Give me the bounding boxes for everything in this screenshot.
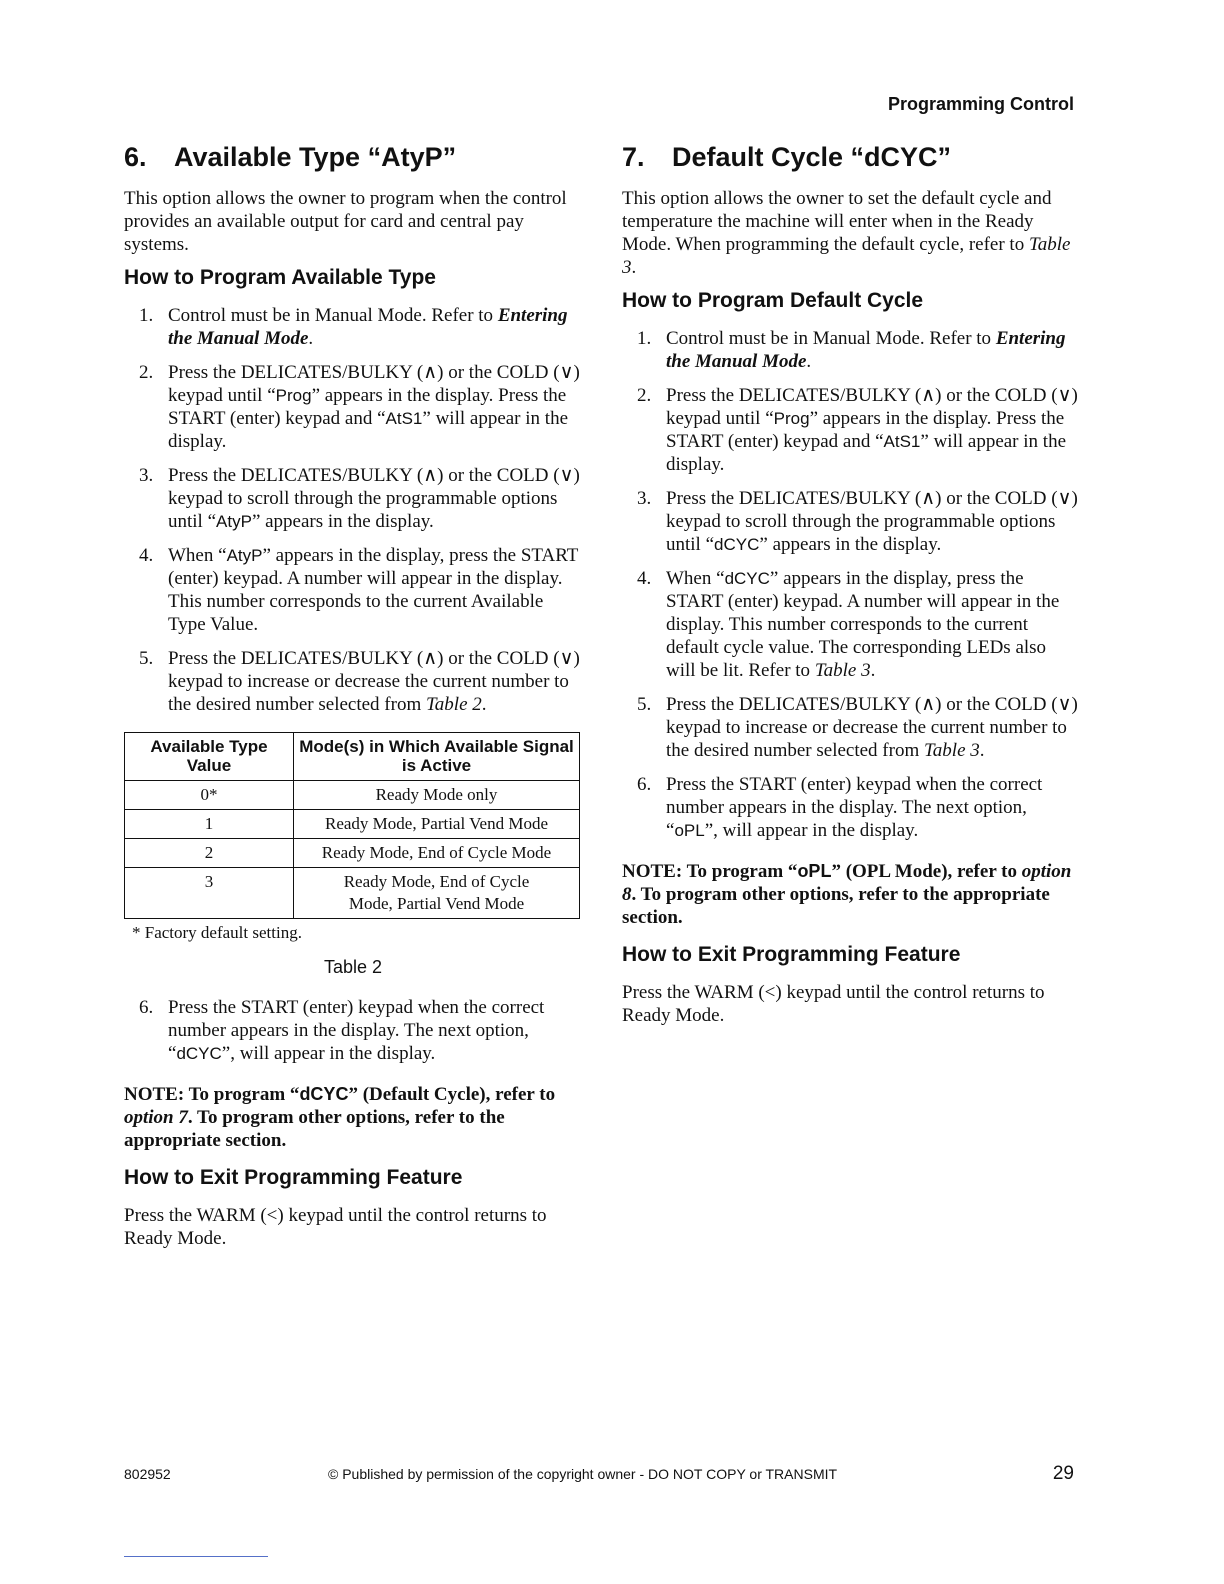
steps-list-continued xyxy=(124,996,582,1065)
footer-copyright: © Published by permission of the copyright owner - DO NOT COPY or TRANSMIT xyxy=(328,1466,838,1482)
manual-mode-reference: Entering the Manual Mode xyxy=(666,328,1066,372)
list-item: 1. Control must be in Manual Mode. Refer to Entering the Manual Mode. xyxy=(139,305,568,349)
intro-paragraph: This option allows the owner to set the default cycle and temperature the machine will enter when in the Ready Mode. When programming the default cycle, refer to Table 3. xyxy=(622,188,1071,278)
list-item: 4. When “dCYC” appears in the display, press the START (enter) keypad. A number will appear in the display. This number corresponds to the current default cycle value. The corresponding LEDs also will be lit. Refer to Table 3. xyxy=(637,568,1060,681)
section-number: 6. xyxy=(124,142,147,172)
table-cell-value: 0* xyxy=(125,781,294,810)
footer-document-number: 802952 xyxy=(124,1466,171,1482)
list-item: 3. Press the DELICATES/BULKY (∧) or the COLD (∨) keypad to scroll through the programmable options until “AtyP” appears in the display. xyxy=(139,465,580,532)
howto-heading: How to Program Default Cycle xyxy=(622,289,924,312)
table-cell-modes: Ready Mode only xyxy=(294,781,580,810)
left-column xyxy=(124,142,582,1260)
note-paragraph: NOTE: To program “oPL” (OPL Mode), refer to option 8. To program other options, refer to the appropriate section. xyxy=(622,861,1072,928)
right-column xyxy=(622,142,1078,1037)
table-reference: Table 3 xyxy=(923,740,980,761)
exit-heading: How to Exit Programming Feature xyxy=(124,1166,463,1189)
table-reference: Table 3 xyxy=(622,234,1071,278)
section-title-text: Default Cycle “dCYC” xyxy=(672,142,952,172)
list-item: 3. Press the DELICATES/BULKY (∧) or the COLD (∨) keypad to scroll through the programmable options until “dCYC” appears in the display. xyxy=(637,488,1078,555)
section-number: 7. xyxy=(622,142,645,172)
section-6-title xyxy=(124,142,582,173)
option-reference: option 8 xyxy=(622,861,1072,905)
exit-paragraph: Press the WARM (<) keypad until the control returns to Ready Mode. xyxy=(622,982,1045,1026)
exit-heading: How to Exit Programming Feature xyxy=(622,943,961,966)
steps-list xyxy=(622,327,1078,842)
section-7-title xyxy=(622,142,1078,173)
table-reference: Table 3 xyxy=(814,660,871,681)
table-cell-modes: Ready Mode, End of Cycle Mode, Partial Vend Mode xyxy=(294,868,580,919)
option-reference: option 7 xyxy=(124,1107,188,1128)
table-header-row xyxy=(125,733,580,781)
bottom-rule xyxy=(124,1556,268,1557)
table-footnote: * Factory default setting. xyxy=(132,923,302,942)
column-header-value: Available Type Value xyxy=(125,733,294,781)
steps-list xyxy=(124,304,582,716)
table-row xyxy=(125,868,580,919)
list-item: 5. Press the DELICATES/BULKY (∧) or the COLD (∨) keypad to increase or decrease the current number to the desired number selected from Table 3. xyxy=(637,694,1078,761)
table-row xyxy=(125,781,580,810)
exit-paragraph: Press the WARM (<) keypad until the control returns to Ready Mode. xyxy=(124,1205,547,1249)
list-item: 6. Press the START (enter) keypad when the correct number appears in the display. The next option, “dCYC”, will appear in the display. xyxy=(139,997,545,1064)
table-row xyxy=(125,839,580,868)
table-cell-modes: Ready Mode, End of Cycle Mode xyxy=(294,839,580,868)
running-header: Programming Control xyxy=(887,94,1074,114)
table-cell-value: 3 xyxy=(125,868,294,919)
section-title-text: Available Type “AtyP” xyxy=(174,142,457,172)
list-item: 5. Press the DELICATES/BULKY (∧) or the COLD (∨) keypad to increase or decrease the current number to the desired number selected from Table 2. xyxy=(139,648,580,715)
table-caption: Table 2 xyxy=(323,957,383,977)
list-item: 6. Press the START (enter) keypad when the correct number appears in the display. The next option, “oPL”, will appear in the display. xyxy=(637,774,1043,841)
table-row xyxy=(125,810,580,839)
manual-mode-reference: Entering the Manual Mode xyxy=(168,305,568,349)
list-item: 2. Press the DELICATES/BULKY (∧) or the COLD (∨) keypad until “Prog” appears in the display. Press the START (enter) keypad and “AtS1” will appear in the display. xyxy=(139,362,580,452)
note-paragraph: NOTE: To program “dCYC” (Default Cycle), refer to option 7. To program other options, refer to the appropriate section. xyxy=(124,1084,556,1151)
available-type-table xyxy=(124,732,580,919)
table-cell-modes: Ready Mode, Partial Vend Mode xyxy=(294,810,580,839)
list-item: 2. Press the DELICATES/BULKY (∧) or the COLD (∨) keypad until “Prog” appears in the display. Press the START (enter) keypad and “AtS1” will appear in the display. xyxy=(637,385,1078,475)
table-cell-value: 1 xyxy=(125,810,294,839)
intro-paragraph: This option allows the owner to program when the control provides an available output for card and central pay systems. xyxy=(124,188,567,255)
list-item: 1. Control must be in Manual Mode. Refer to Entering the Manual Mode. xyxy=(637,328,1066,372)
howto-heading: How to Program Available Type xyxy=(124,266,436,289)
table-cell-value: 2 xyxy=(125,839,294,868)
page-number: 29 xyxy=(1052,1463,1074,1484)
column-header-modes: Mode(s) in Which Available Signal is Active xyxy=(294,733,580,781)
list-item: 4. When “AtyP” appears in the display, press the START (enter) keypad. A number will appear in the display. This number corresponds to the current Available Type Value. xyxy=(139,545,578,635)
table-reference: Table 2 xyxy=(425,694,482,715)
